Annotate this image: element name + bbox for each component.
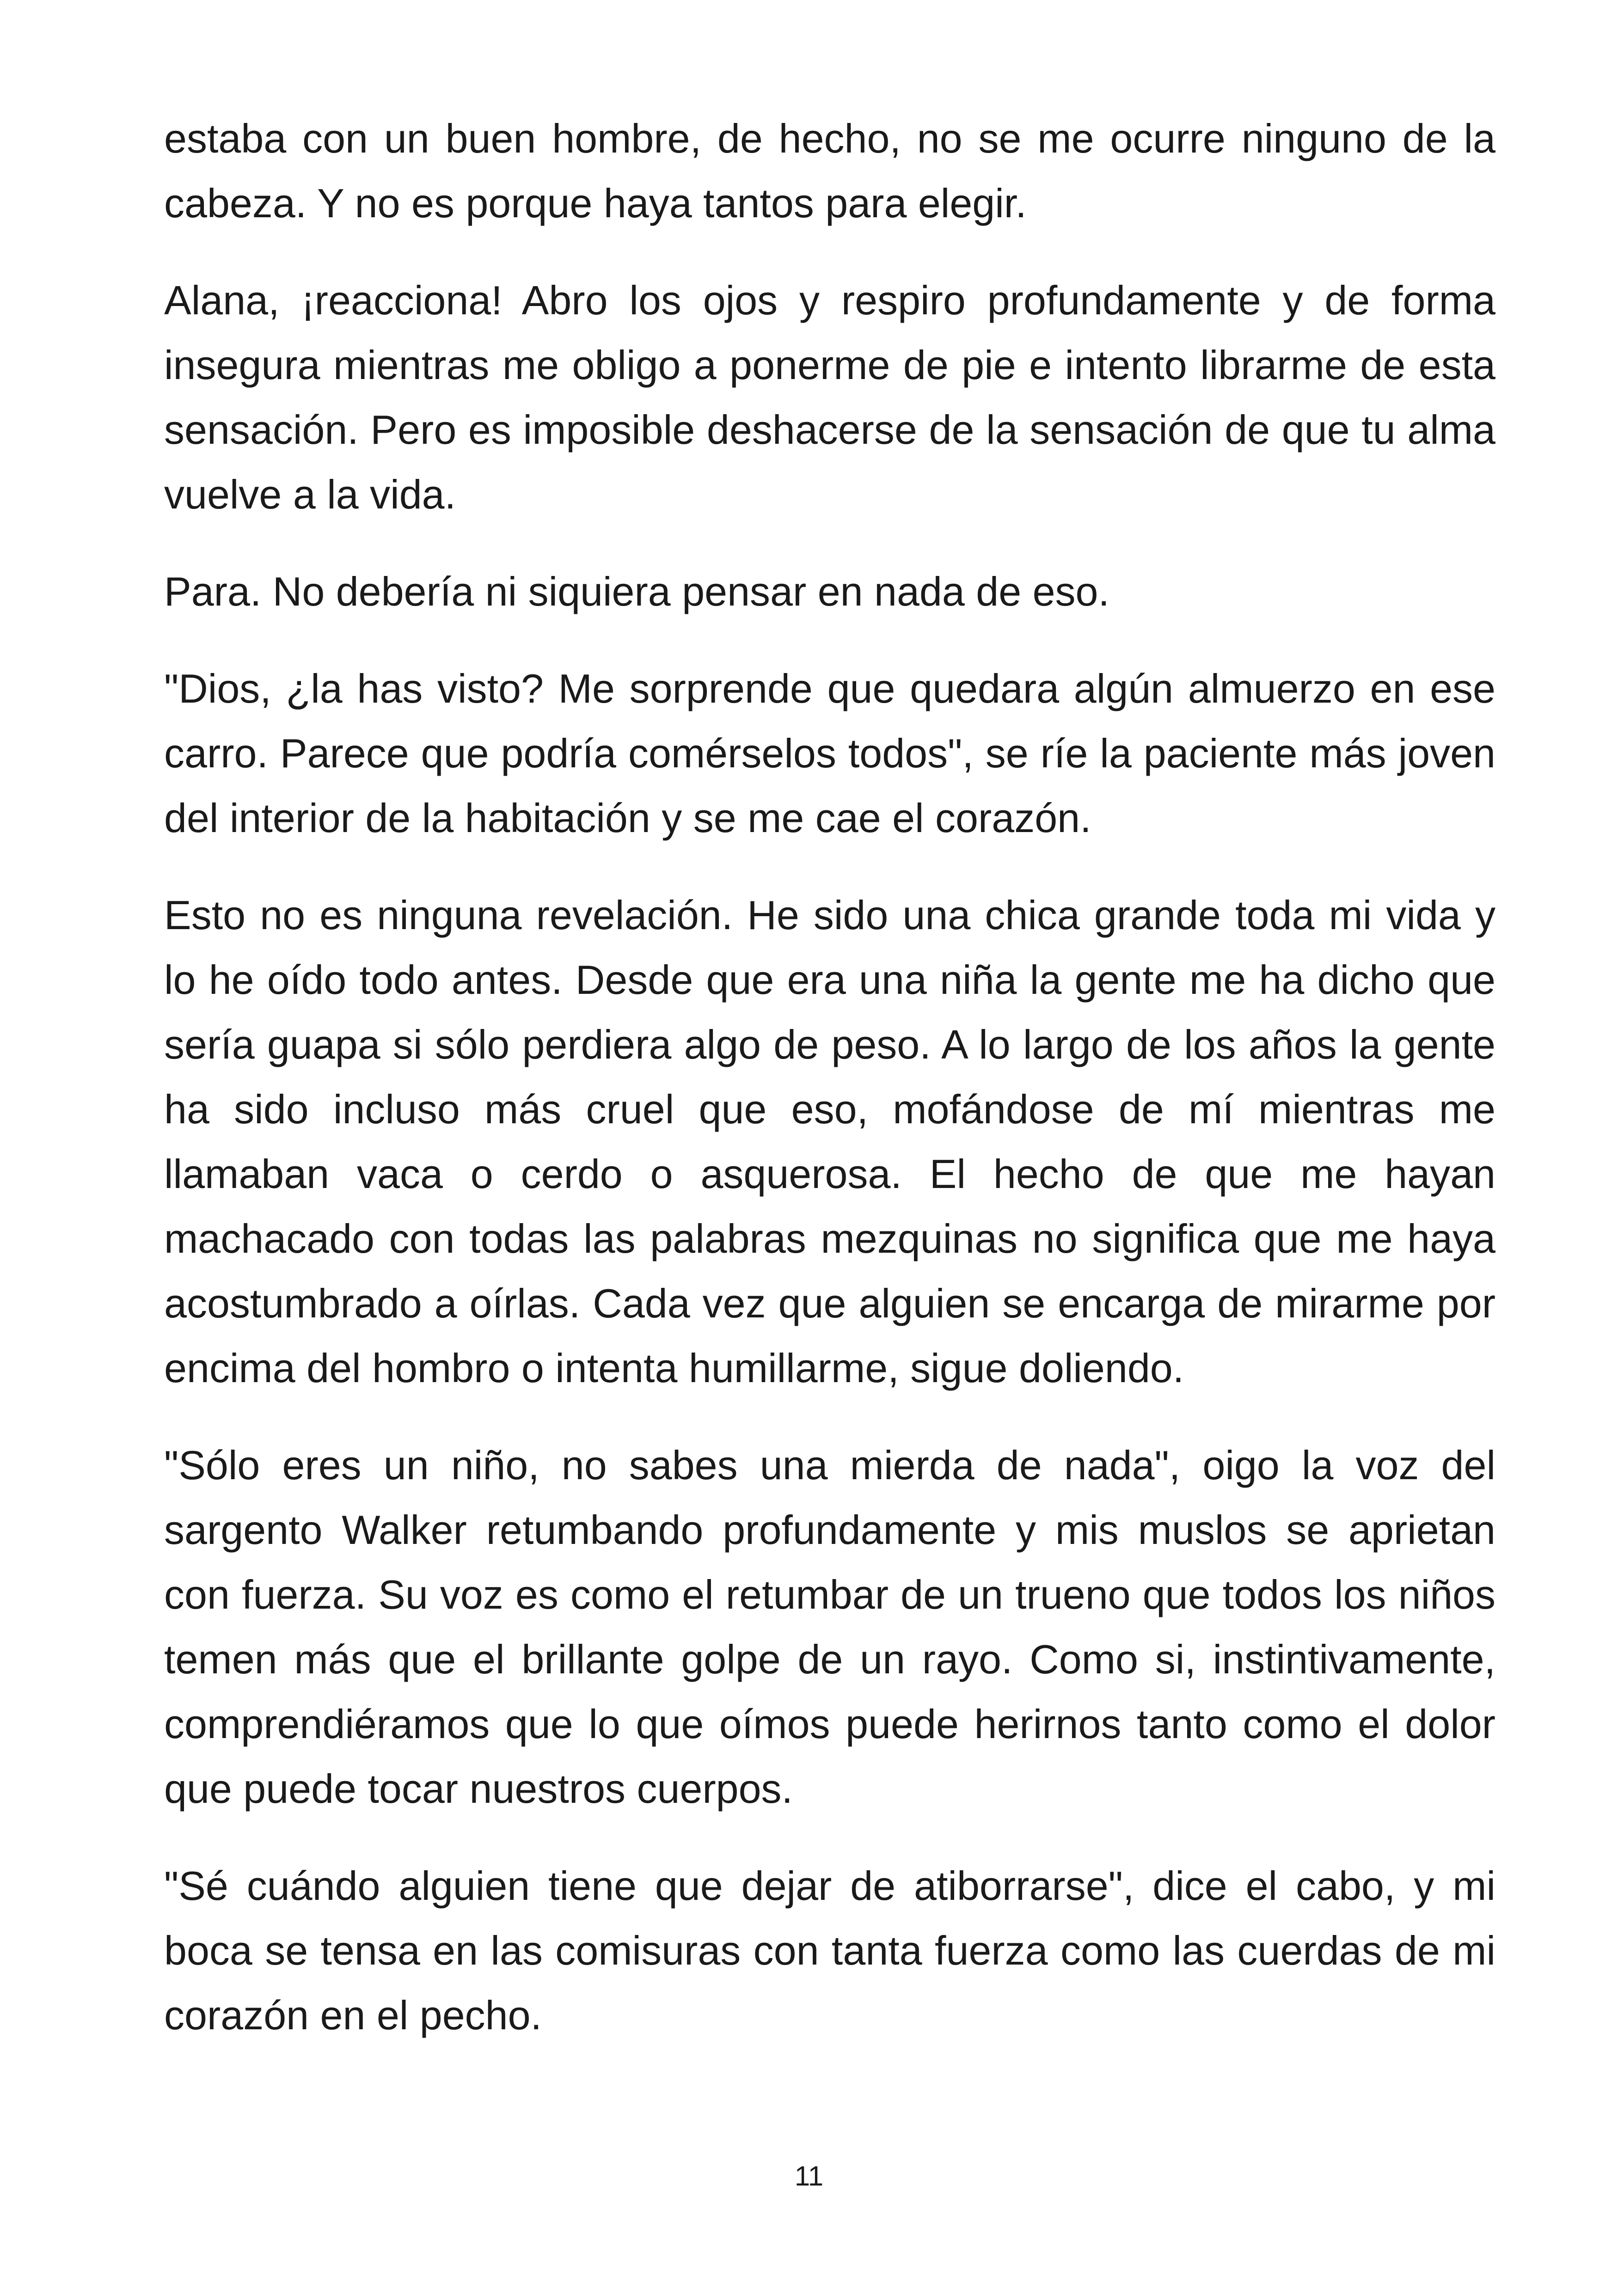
paragraph-6: "Sólo eres un niño, no sabes una mierda de nada", oigo la voz del sargento Walker retumbando profundamente y mis muslos se aprietan con fuerza. Su voz es como el retumbar de un trueno que todos los niños temen más que el brillante golpe de un rayo. Como si, instintivamente, comprendiéramos que lo que oímos puede herirnos tanto como el dolor que puede tocar nuestros cuerpos. [164, 1442, 1495, 1812]
paragraph-1: estaba con un buen hombre, de hecho, no se me ocurre ninguno de la cabeza. Y no es porque haya tantos para elegir. [164, 116, 1495, 226]
page-number: 11 [794, 2161, 824, 2192]
paragraph-4: "Dios, ¿la has visto? Me sorprende que quedara algún almuerzo en ese carro. Parece que podría comérselos todos", se ríe la paciente más joven del interior de la habitación y se me cae el corazón. [164, 666, 1495, 841]
paragraph-5: Esto no es ninguna revelación. He sido una chica grande toda mi vida y lo he oído todo antes. Desde que era una niña la gente me ha dicho que sería guapa si sólo perdiera algo de peso. A lo largo de los años la gente ha sido incluso más cruel que eso, mofándose de mí mientras me llamaban vaca o cerdo o asquerosa. El hecho de que me hayan machacado con todas las palabras mezquinas no significa que me haya acostumbrado a oírlas. Cada vez que alguien se encarga de mirarme por encima del hombro o intenta humillarme, sigue doliendo. [164, 892, 1495, 1391]
paragraph-3: Para. No debería ni siquiera pensar en nada de eso. [164, 569, 1109, 614]
body-text [164, 106, 1495, 2080]
paragraph-7: "Sé cuándo alguien tiene que dejar de atiborrarse", dice el cabo, y mi boca se tensa en las comisuras con tanta fuerza como las cuerdas de mi corazón en el pecho. [164, 1863, 1495, 2038]
paragraph-2: Alana, ¡reacciona! Abro los ojos y respiro profundamente y de forma insegura mientras me obligo a ponerme de pie e intento librarme de esta sensación. Pero es imposible deshacerse de la sensación de que tu alma vuelve a la vida. [164, 277, 1495, 517]
